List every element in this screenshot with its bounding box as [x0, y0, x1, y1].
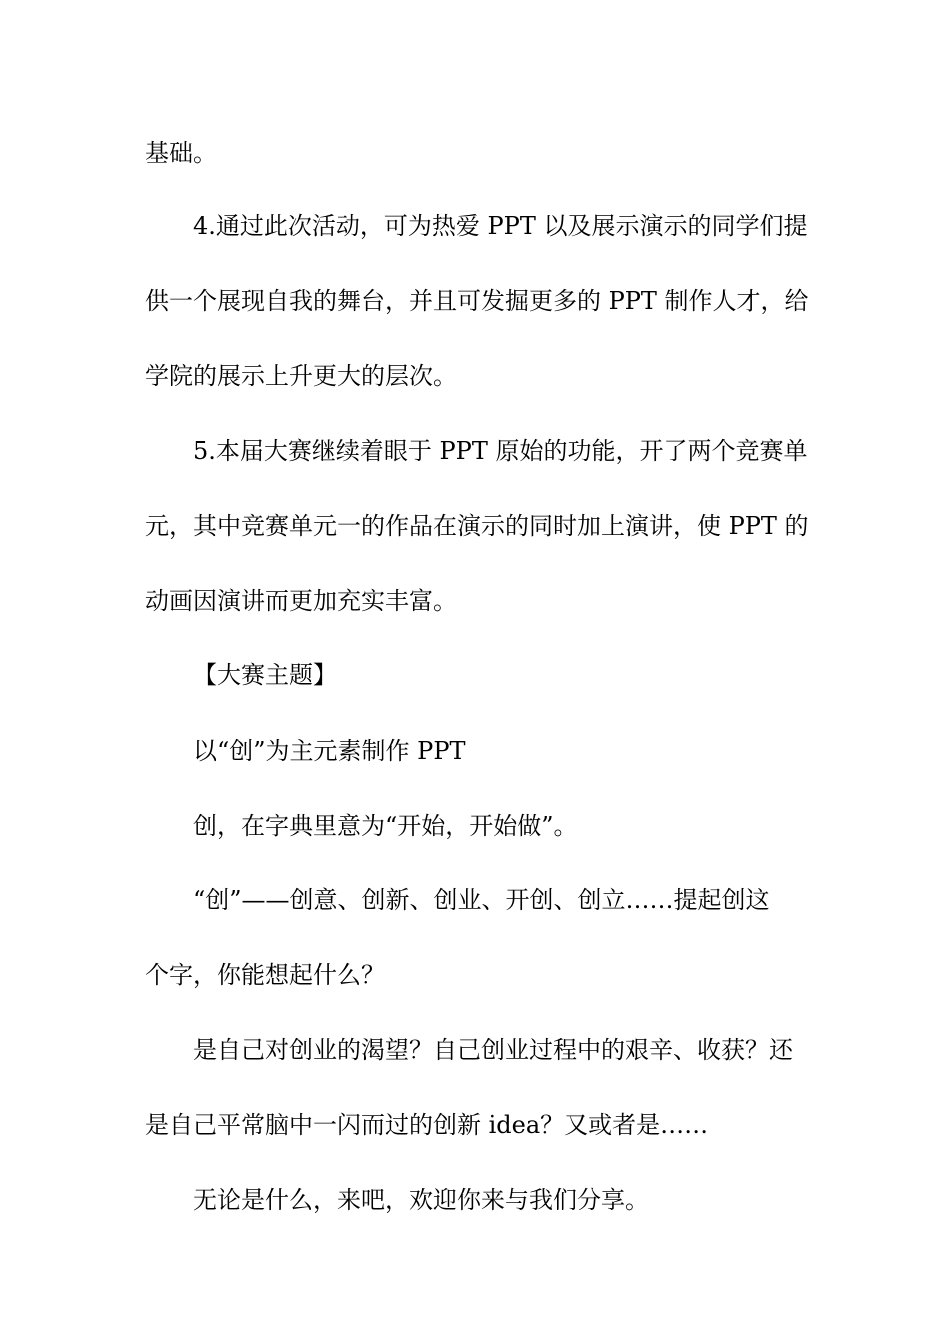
paragraph-5-line-3: 动画因演讲而更加充实丰富。	[145, 587, 457, 615]
paragraph-4-line-1: 4.通过此次活动，可为热爱 PPT 以及展示演示的同学们提	[193, 212, 808, 240]
question-paragraph-line-2: 是自己平常脑中一闪而过的创新 idea？又或者是……	[145, 1111, 709, 1139]
closing-line: 无论是什么，来吧，欢迎你来与我们分享。	[193, 1186, 649, 1214]
chuang-paragraph-line-1: “创”——创意、创新、创业、开创、创立……提起创这	[193, 886, 770, 914]
chuang-paragraph-line-2: 个字，你能想起什么？	[145, 961, 385, 989]
paragraph-5-line-1: 5.本届大赛继续着眼于 PPT 原始的功能，开了两个竞赛单	[193, 437, 808, 465]
paragraph-4-line-3: 学院的展示上升更大的层次。	[145, 362, 457, 390]
theme-statement: 以“创”为主元素制作 PPT	[193, 737, 466, 765]
definition-line: 创，在字典里意为“开始，开始做”。	[193, 812, 578, 840]
paragraph-4-line-2: 供一个展现自我的舞台，并且可发掘更多的 PPT 制作人才，给	[145, 287, 809, 315]
text-line-basis: 基础。	[145, 139, 217, 167]
section-heading-theme: 【大赛主题】	[193, 661, 337, 689]
question-paragraph-line-1: 是自己对创业的渴望？自己创业过程中的艰辛、收获？还	[193, 1036, 793, 1064]
paragraph-5-line-2: 元，其中竞赛单元一的作品在演示的同时加上演讲，使 PPT 的	[145, 512, 809, 540]
